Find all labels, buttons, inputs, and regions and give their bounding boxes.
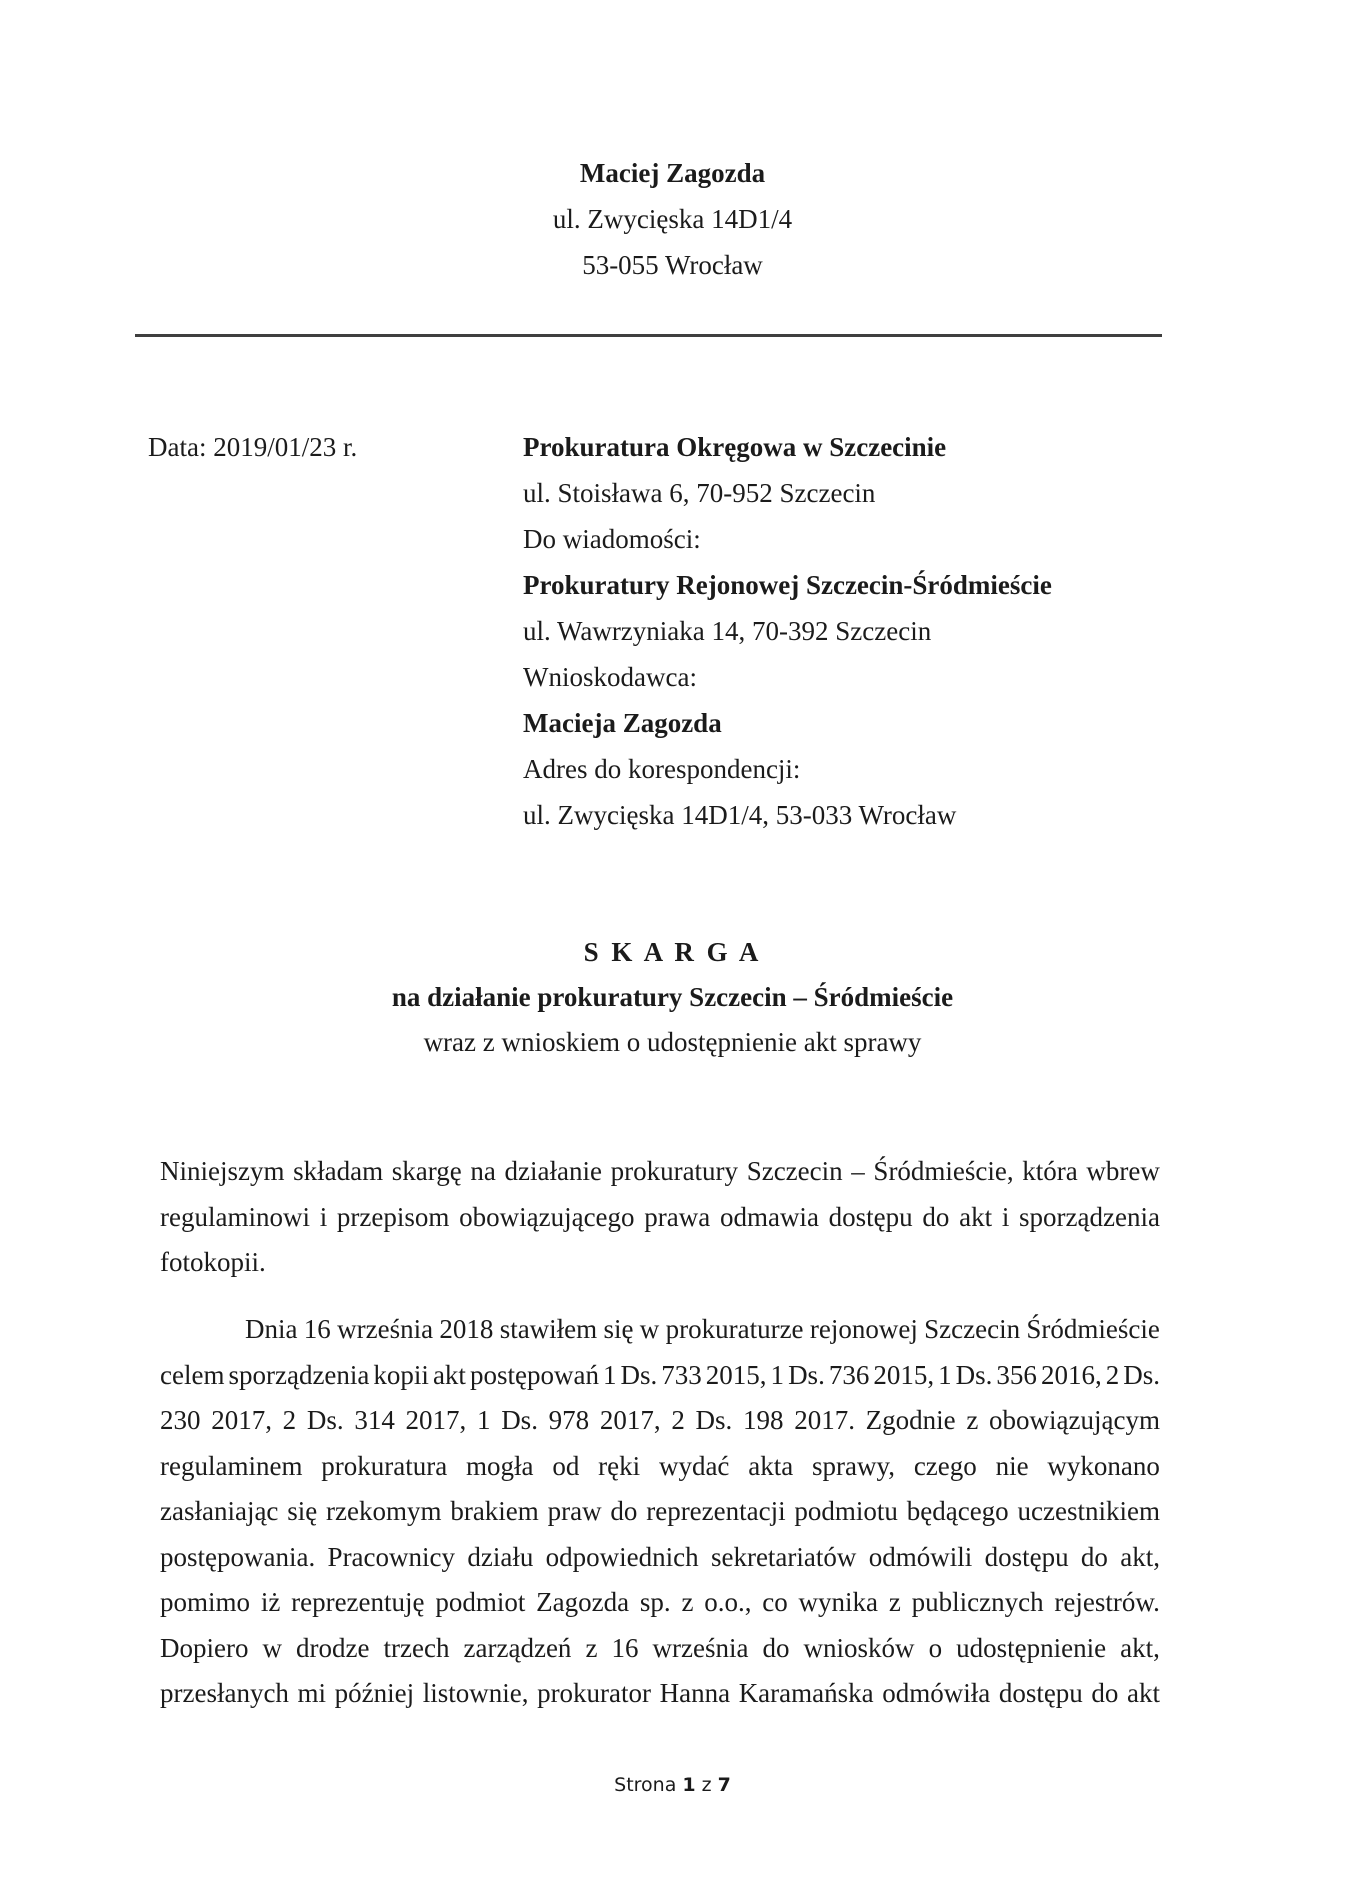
paragraph-line: regulaminowi i przepisom obowiązującego prawa odmawia dostępu do akt i sporządzenia xyxy=(160,1201,1160,1232)
sender-address-line-1: ul. Zwycięska 14D1/4 xyxy=(552,204,793,234)
body-paragraph-1 xyxy=(160,1149,1160,1286)
paragraph-line: przesłanych mi później listownie, prokurator Hanna Karamańska odmówiła dostępu do akt xyxy=(160,1678,1160,1708)
paragraph-line: pomimo iż reprezentuję podmiot Zagozda sp. z o.o., co wynika z publicznych rejestrów. xyxy=(160,1587,1160,1617)
footer-label: Strona xyxy=(614,1774,677,1796)
recipient-line: Wnioskodawca: xyxy=(523,662,697,692)
recipient-line: ul. Wawrzyniaka 14, 70-392 Szczecin xyxy=(523,616,932,646)
footer-separator: z xyxy=(701,1774,712,1796)
sender-address-line-2: 53-055 Wrocław xyxy=(582,250,763,280)
recipient-line: Prokuratura Okręgowa w Szczecinie xyxy=(523,432,947,462)
title-main: S K A R G A xyxy=(583,937,762,967)
divider-line xyxy=(135,334,1162,337)
recipient-line: Do wiadomości: xyxy=(523,524,701,554)
recipient-line: ul. Zwycięska 14D1/4, 53-033 Wrocław xyxy=(523,800,957,830)
paragraph-line: regulaminem prokuratura mogła od ręki wydać akta sprawy, czego nie wykonano xyxy=(160,1450,1160,1481)
sender-block xyxy=(0,150,1345,288)
title-subtitle: wraz z wnioskiem o udostępnienie akt sprawy xyxy=(423,1027,922,1057)
paragraph-line: Dopiero w drodze trzech zarządzeń z 16 września do wniosków o udostępnienie akt, xyxy=(160,1632,1160,1663)
date-text: Data: 2019/01/23 r. xyxy=(148,432,358,462)
recipient-line: Macieja Zagozda xyxy=(523,708,722,738)
paragraph-line: postępowania. Pracownicy działu odpowiednich sekretariatów odmówili dostępu do akt, xyxy=(160,1541,1160,1572)
paragraph-line: zasłaniając się rzekomym brakiem praw do reprezentacji podmiotu będącego uczestnikiem xyxy=(160,1496,1160,1526)
paragraph-line: Dnia 16 września 2018 stawiłem się w prokuraturze rejonowej Szczecin Śródmieście xyxy=(245,1314,1160,1344)
paragraph-line: 230 2017, 2 Ds. 314 2017, 1 Ds. 978 2017, 2 Ds. 198 2017. Zgodnie z obowiązującym xyxy=(160,1405,1160,1435)
body-paragraph-2 xyxy=(160,1307,1160,1717)
paragraph-line: Niniejszym składam skargę na działanie prokuratury Szczecin – Śródmieście, która wbrew xyxy=(160,1156,1160,1186)
recipient-line: Prokuratury Rejonowej Szczecin-Śródmieście xyxy=(523,570,1052,600)
recipient-block xyxy=(523,424,1052,838)
paragraph-line: celem sporządzenia kopii akt postępowań 1 Ds. 733 2015, 1 Ds. 736 2015, 1 Ds. 356 2016, 2 Ds. xyxy=(160,1359,1160,1390)
document-title xyxy=(0,930,1345,1065)
paragraph-line: fotokopii. xyxy=(160,1247,266,1277)
sender-name: Maciej Zagozda xyxy=(579,158,766,188)
footer-page-number: 1 xyxy=(682,1774,696,1796)
footer-total-pages: 7 xyxy=(717,1774,731,1796)
title-subject: na działanie prokuratury Szczecin – Śródmieście xyxy=(391,982,954,1012)
page-footer xyxy=(0,1772,1345,1798)
recipient-line: ul. Stoisława 6, 70-952 Szczecin xyxy=(523,478,876,508)
recipient-line: Adres do korespondencji: xyxy=(523,754,801,784)
